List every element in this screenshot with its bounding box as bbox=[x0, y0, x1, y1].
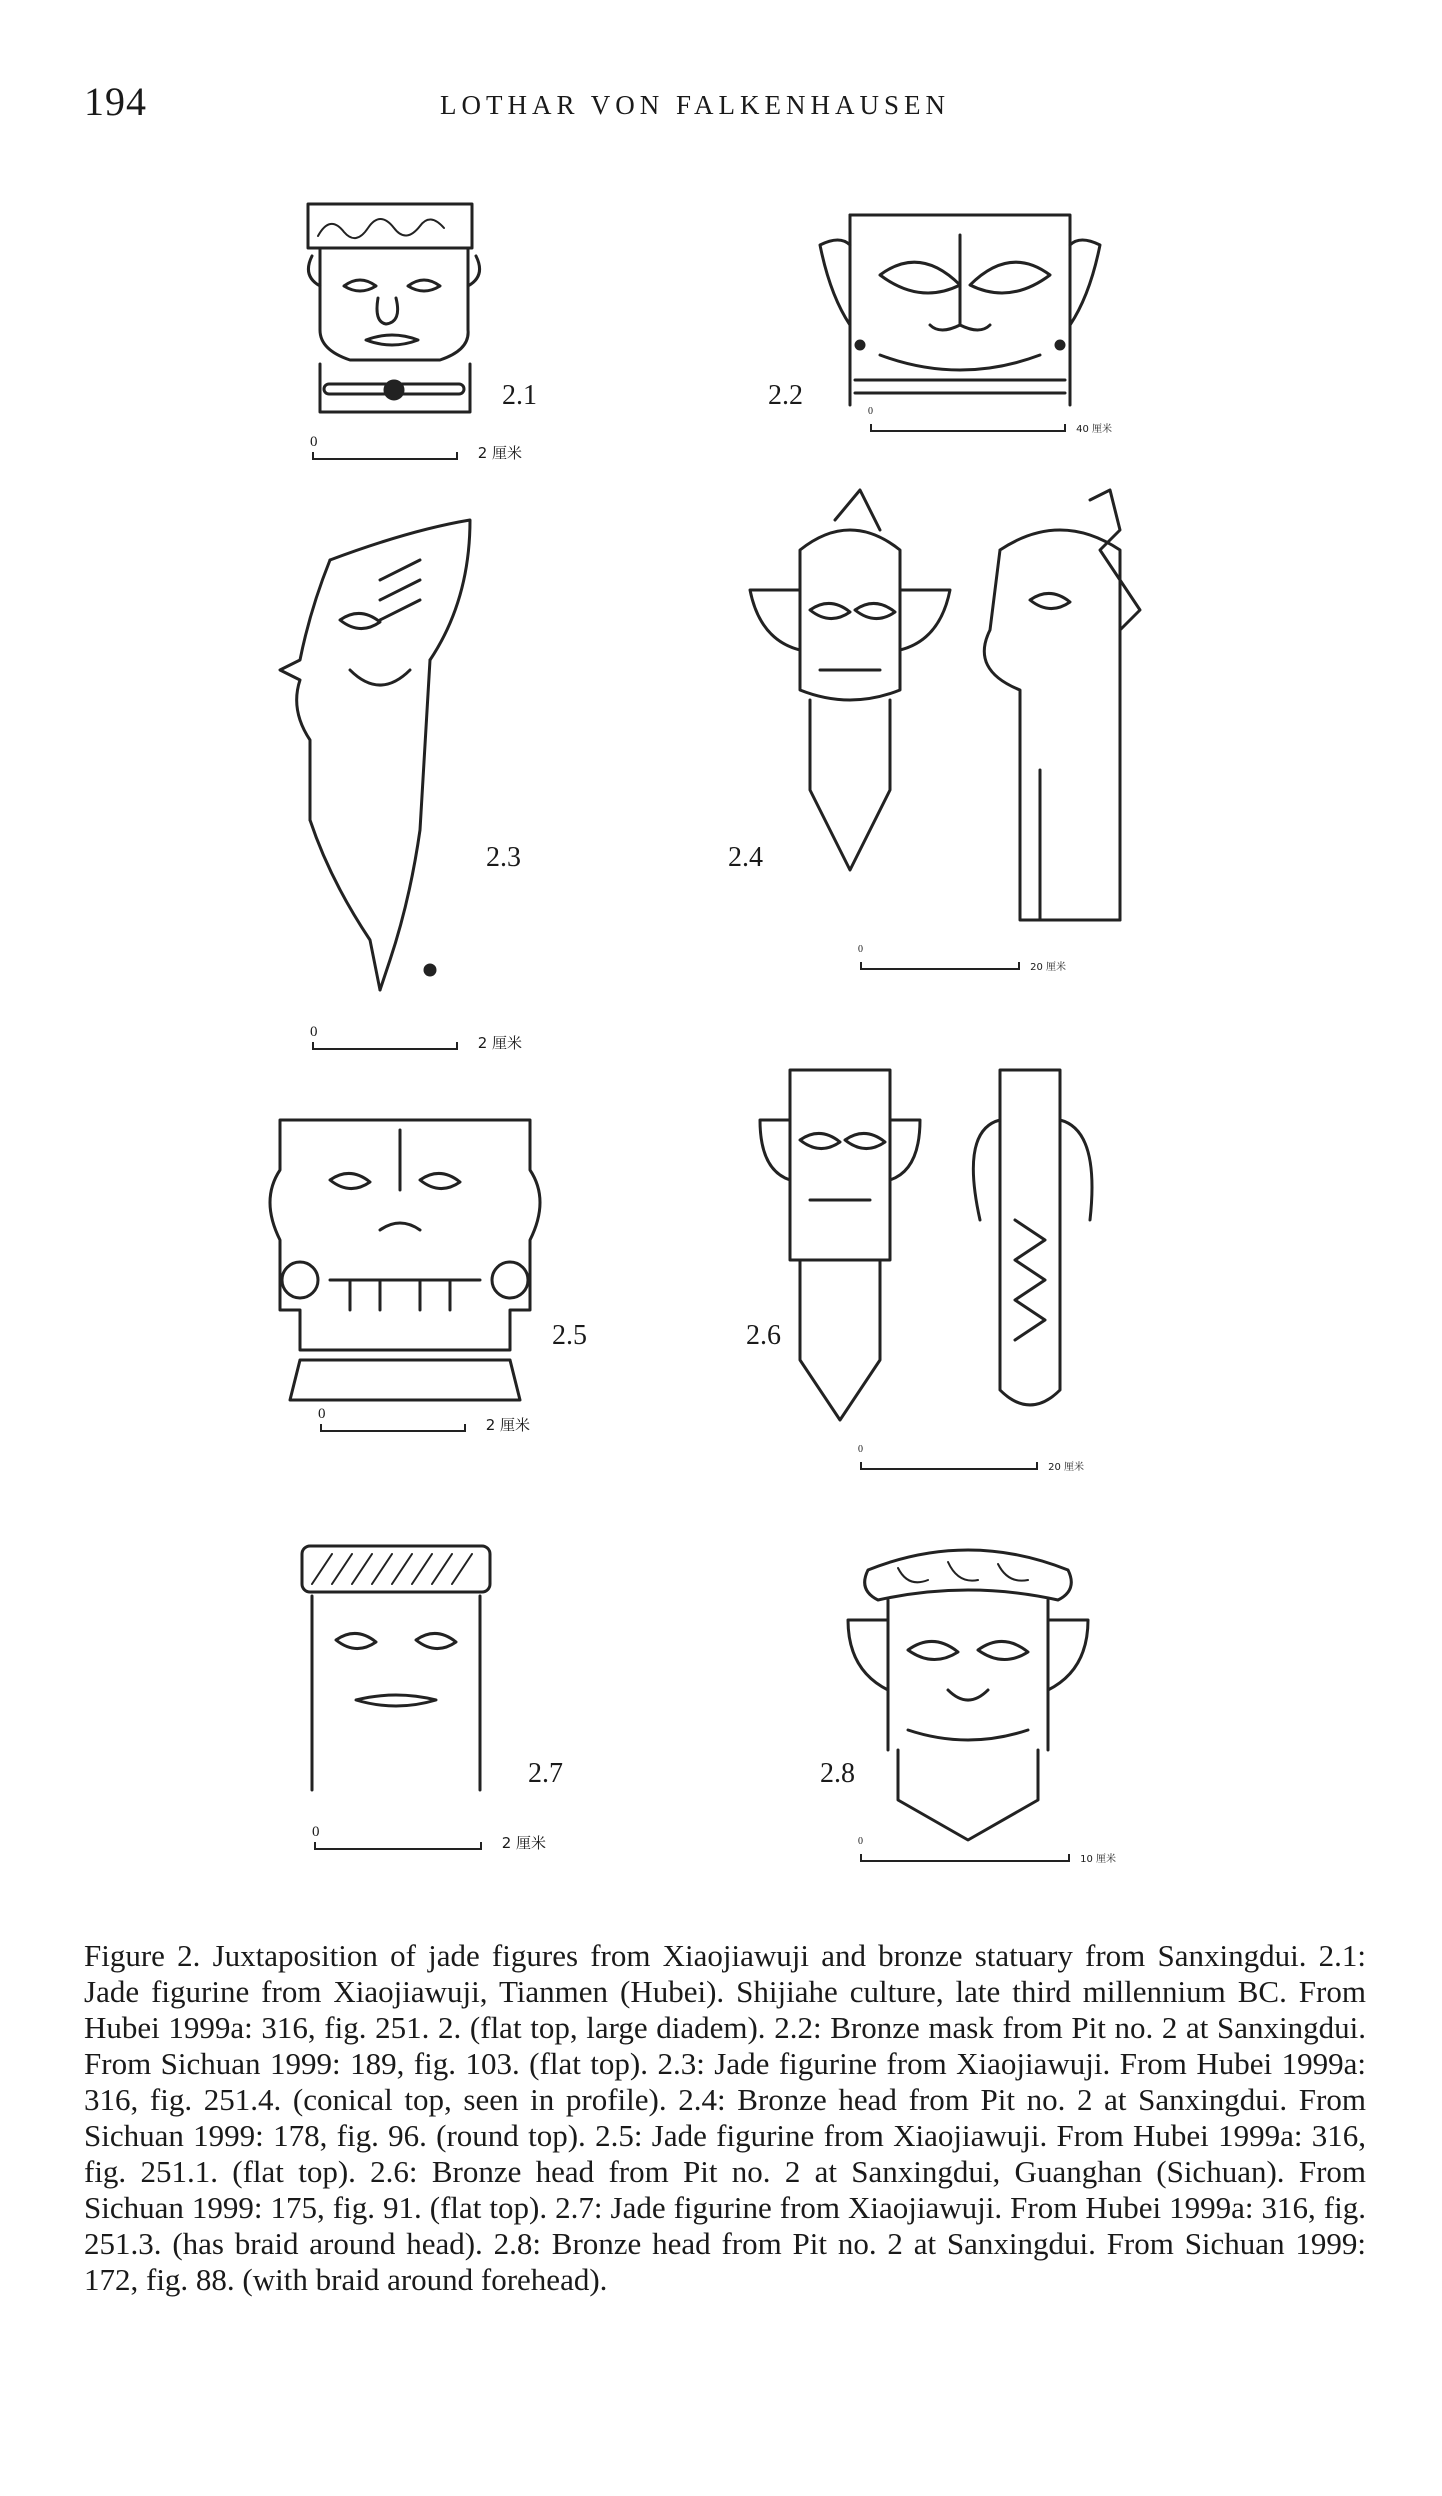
scale-unit: 2 厘米 bbox=[477, 444, 522, 462]
scale-bar bbox=[858, 944, 1066, 980]
scale-bar bbox=[318, 1406, 530, 1442]
figure-label: 2.3 bbox=[486, 842, 521, 873]
scale-zero: 0 bbox=[318, 1406, 326, 1422]
scale-unit: 2 厘米 bbox=[485, 1416, 530, 1434]
scale-bar bbox=[858, 1444, 1084, 1480]
figure-caption bbox=[84, 1938, 1366, 2298]
scale-zero: 0 bbox=[858, 1836, 863, 1847]
figure-2-8-bronze-head bbox=[838, 1540, 1098, 1840]
scale-bar bbox=[312, 1824, 546, 1860]
bronze-mask-drawing bbox=[810, 205, 1110, 405]
scale-zero: 0 bbox=[858, 1444, 863, 1455]
scale-unit: 40 厘米 bbox=[1076, 424, 1112, 435]
scale-zero: 0 bbox=[310, 434, 318, 450]
scale-zero: 0 bbox=[868, 406, 873, 417]
figure-2-1-jade-figurine bbox=[300, 200, 500, 420]
figure-2-5-jade-figurine bbox=[260, 1110, 550, 1410]
figure-2-3-jade-figurine-profile bbox=[270, 520, 490, 1000]
bronze-head-drawing bbox=[760, 1060, 1160, 1430]
scale-unit: 10 厘米 bbox=[1080, 1854, 1116, 1865]
scale-bar bbox=[310, 434, 522, 470]
figure-label: 2.8 bbox=[820, 1758, 855, 1789]
caption-text: Figure 2. Juxtaposition of jade figures from Xiaojiawuji and bronze statuary from Sanxingdui. 2.1: Jade figurine from Xiaojiawuji, Tianmen (Hubei). Shijiahe culture, late third millennium BC. From Hubei 1999a: 316, fig. 251. 2. (flat top, large diadem). 2.2: Bronze mask from Pit no. 2 at Sanxingdui. From Sichuan 1999: 189, fig. 103. (flat top). 2.3: Jade figurine from Xiaojiawuji. From Hubei 1999a: 316, fig. 251.4. (conical top, seen in profile). 2.4: Bronze head from Pit no. 2 at Sanxingdui. From Sichuan 1999: 178, fig. 96. (round top). 2.5: Jade figurine from Xiaojiawuji. From Hubei 1999a: 316, fig. 251.1. (flat top). 2.6: Bronze head from Pit no. 2 at Sanxingdui, Guanghan (Sichuan). From Sichuan 1999: 175, fig. 91. (flat top). 2.7: Jade figurine from Xiaojiawuji. From Hubei 1999a: 316, fig. 251.3. (has braid around head). 2.8: Bronze head from Pit no. 2 at Sanxingdui. From Sichuan 1999: 172, fig. 88. (with braid around forehead). bbox=[84, 1938, 1366, 2297]
jade-figurine-drawing bbox=[300, 200, 500, 420]
jade-figurine-profile-drawing bbox=[270, 520, 490, 1000]
figure-label: 2.5 bbox=[552, 1320, 587, 1351]
figure-label: 2.2 bbox=[768, 380, 803, 411]
figure-2-7-jade-figurine bbox=[296, 1540, 496, 1800]
jade-figurine-drawing bbox=[296, 1540, 496, 1800]
figure-2-6-bronze-head bbox=[760, 1060, 1160, 1430]
bronze-head-drawing bbox=[838, 1540, 1098, 1840]
scale-unit: 2 厘米 bbox=[477, 1034, 522, 1052]
running-head: LOTHAR VON FALKENHAUSEN bbox=[440, 90, 950, 120]
scale-bar bbox=[310, 1024, 522, 1060]
figure-2-4-bronze-head bbox=[740, 490, 1180, 950]
figure-2-2-bronze-mask bbox=[810, 205, 1110, 405]
scale-zero: 0 bbox=[312, 1824, 320, 1840]
figure-label: 2.6 bbox=[746, 1320, 781, 1351]
figure-label: 2.1 bbox=[502, 380, 537, 411]
scale-unit: 20 厘米 bbox=[1030, 962, 1066, 973]
figure-label: 2.7 bbox=[528, 1758, 563, 1789]
scale-unit: 20 厘米 bbox=[1048, 1462, 1084, 1473]
scale-zero: 0 bbox=[310, 1024, 318, 1040]
scale-unit: 2 厘米 bbox=[501, 1834, 546, 1852]
scale-bar bbox=[858, 1836, 1116, 1872]
jade-figurine-drawing bbox=[260, 1110, 550, 1410]
page-number: 194 bbox=[84, 79, 147, 124]
bronze-head-drawing bbox=[740, 490, 1180, 950]
scale-bar bbox=[868, 406, 1112, 442]
figure-label: 2.4 bbox=[728, 842, 763, 873]
scale-zero: 0 bbox=[858, 944, 863, 955]
